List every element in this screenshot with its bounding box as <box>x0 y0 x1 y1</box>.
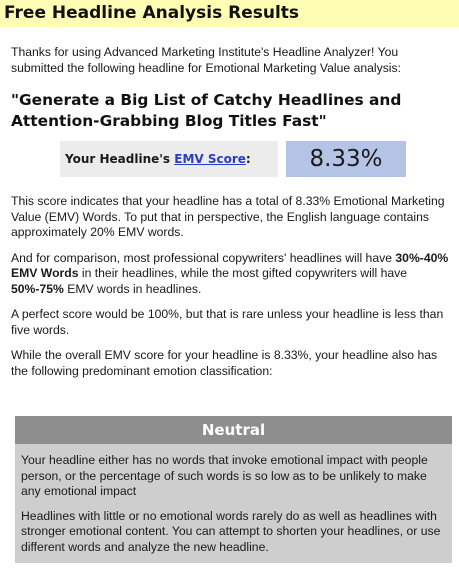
comparison-text <box>11 251 449 298</box>
intro-text: Thanks for using Advanced Marketing Institute's Headline Analyzer! You submitted the following headline for Emotional Marketing Value analysis: <box>11 45 401 75</box>
perfect-score-text: A perfect score would be 100%, but that is rare unless your headline is less than five words. <box>11 307 444 337</box>
emv-score-label <box>60 141 278 177</box>
results-content <box>0 45 459 563</box>
emv-score-value: 8.33% <box>286 141 406 177</box>
comparison-part3: EMV words in headlines. <box>63 281 202 296</box>
comparison-part2: in their headlines, while the most gifted copywriters will have <box>78 266 408 280</box>
analyzed-headline: "Generate a Big List of Catchy Headlines and Attention-Grabbing Blog Titles Fast" <box>11 91 402 130</box>
page-title: Free Headline Analysis Results <box>0 0 459 27</box>
emotion-description: Your headline either has no words that invoke emotional impact with people person, or the percentage of such words is so low as to be unlikely to make any emotional impact <box>21 453 428 498</box>
classification-intro: While the overall EMV score for your headline is 8.33%, your headline also has the following predominant emotion classification: <box>11 348 438 378</box>
emv-score-row <box>60 141 449 177</box>
emotion-body <box>15 444 452 563</box>
emv-label-prefix: Your Headline's <box>65 152 175 166</box>
comparison-bold-gifted: 50%-75% <box>11 281 64 296</box>
emv-label-suffix: : <box>245 152 251 166</box>
comparison-part1: And for comparison, most professional copywriters' headlines will have <box>11 250 396 265</box>
emotion-advice: Headlines with little or no emotional words rarely do as well as headlines with stronger emotional content. You can attempt to shorten your headlines, or use different words and analyze the new headline. <box>21 508 441 554</box>
emotion-classification-box <box>15 416 452 563</box>
emotion-title: Neutral <box>15 416 452 444</box>
score-explanation: This score indicates that your headline has a total of 8.33% Emotional Marketing Value (EMV) Words. To put that in perspective, the English language contains approximately 20% EMV words. <box>11 194 445 239</box>
comparison-bold-pro: 30%-40% EMV Words <box>11 250 449 280</box>
emv-score-link[interactable]: EMV Score <box>174 152 246 166</box>
